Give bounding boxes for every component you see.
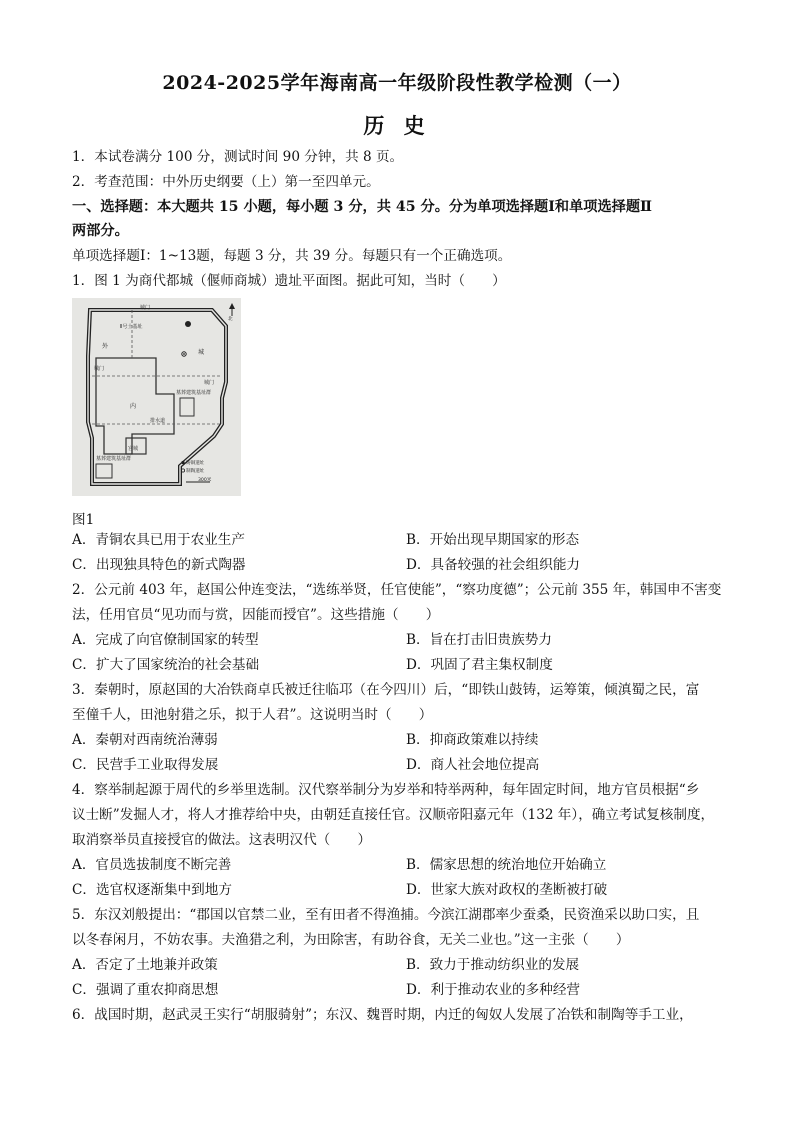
subject-title: 历 史 — [363, 113, 431, 138]
q3-stem-line1: 3．秦朝时，原赵国的大冶铁商卓氏被迁往临邛（在今四川）后，“即铁山鼓铸，运筹策，倾滇蜀之民，富 — [72, 682, 700, 698]
map-label-gate-right: 城门 — [204, 380, 215, 386]
map-legend-bronze: 铸铜遗址 — [186, 461, 205, 466]
map-label-inner: 内 — [130, 403, 137, 410]
q1-option-a[interactable]: A．青铜农具已用于农业生产 — [72, 532, 245, 548]
section-heading: 一、选择题：本大题共 15 小题，每小题 3 分，共 45 分。分为单项选择题Ⅰ和单项选择题Ⅱ — [72, 199, 652, 215]
map-label-city: 城 — [198, 349, 205, 356]
section-heading-cont: 两部分。 — [72, 223, 129, 239]
map-label-gate-top: 城门 — [140, 305, 151, 311]
q4-option-c[interactable]: C．选官权逐渐集中到地方 — [72, 882, 232, 898]
map-label-tomb-left: 墓葬建筑基址群 — [96, 456, 132, 462]
exam-title: 2024-2025学年海南高一年级阶段性教学检测（一） — [162, 72, 632, 94]
q4-option-a[interactable]: A．官员选拔制度不断完善 — [72, 857, 232, 873]
q2-stem-line1: 2．公元前 403 年，赵国公仲连变法，“选练举贤，任官使能”，“察功度德”；公元前 355 年，韩国申不害变 — [72, 582, 722, 598]
q5-option-c[interactable]: C．强调了重农抑商思想 — [72, 982, 219, 998]
figure-caption: 图1 — [72, 512, 95, 528]
city-map-figure — [72, 298, 241, 496]
map-label-gate-left: 城门 — [94, 366, 105, 372]
map-label-tomb-right: 墓葬建筑基址群 — [176, 390, 212, 396]
q2-stem-line2: 法，任用官员“见功而与赏，因能而授官”。这些措施（ ） — [72, 607, 440, 623]
q4-stem-line2: 议士断”发掘人才，将人才推荐给中央，由朝廷直接任官。汉顺帝阳嘉元年（132 年），确立考试复核制度， — [72, 807, 715, 823]
q2-option-d[interactable]: D．巩固了君主集权制度 — [406, 657, 553, 673]
map-label-drain: 排水道 — [150, 418, 166, 424]
q5-option-a[interactable]: A．否定了土地兼并政策 — [72, 957, 218, 973]
q4-option-b[interactable]: B．儒家思想的统治地位开始确立 — [406, 857, 607, 873]
map-label-palace: 宫城 — [128, 446, 139, 452]
q5-option-d[interactable]: D．利于推动农业的多种经营 — [406, 982, 581, 998]
q3-option-a[interactable]: A．秦朝对西南统治薄弱 — [72, 732, 218, 748]
q4-stem-line1: 4．察举制起源于周代的乡举里选制。汉代察举制分为岁举和特举两种，每年固定时间，地方官员根据“乡 — [72, 782, 700, 798]
q5-option-b[interactable]: B．致力于推动纺织业的发展 — [406, 957, 580, 973]
q1-stem: 1．图 1 为商代都城（偃师商城）遗址平面图。据此可知，当时（ ） — [72, 273, 506, 289]
q3-option-d[interactable]: D．商人社会地位提高 — [406, 757, 540, 773]
q2-option-c[interactable]: C．扩大了国家统治的社会基础 — [72, 657, 260, 673]
q2-option-b[interactable]: B．旨在打击旧贵族势力 — [406, 632, 552, 648]
note-2: 2．考查范围：中外历史纲要（上）第一至四单元。 — [72, 174, 380, 190]
q1-option-c[interactable]: C．出现独具特色的新式陶器 — [72, 557, 246, 573]
q3-option-b[interactable]: B．抑商政策难以持续 — [406, 732, 539, 748]
q2-option-a[interactable]: A．完成了向官僚制国家的转型 — [72, 632, 259, 648]
q1-option-d[interactable]: D．具备较强的社会组织能力 — [406, 557, 581, 573]
q5-stem-line2: 以冬春闲月，不妨农事。夫渔猎之利，为田除害，有助谷食，无关二业也。”这一主张（ ） — [72, 932, 630, 948]
q5-stem-line1: 5．东汉刘般提出：“郡国以官禁二业，至有田者不得渔捕。今滨江湖郡率少蚕桑，民资渔采以助口实，且 — [72, 907, 700, 923]
q4-stem-line3: 取消察举员直接授官的做法。这表明汉代（ ） — [72, 832, 372, 848]
q3-option-c[interactable]: C．民营手工业取得发展 — [72, 757, 219, 773]
q4-option-d[interactable]: D．世家大族对政权的垄断被打破 — [406, 882, 608, 898]
section-subheading: 单项选择题Ⅰ：1~13题，每题 3 分，共 39 分。每题只有一个正确选项。 — [72, 248, 512, 264]
q6-stem-line1: 6．战国时期，赵武灵王实行“胡服骑射”；东汉、魏晋时期，内迁的匈奴人发展了冶铁和制陶等手工业， — [72, 1007, 693, 1023]
map-north: 北 — [228, 317, 233, 322]
q3-stem-line2: 至僮千人，田池射猎之乐，拟于人君”。这说明当时（ ） — [72, 707, 433, 723]
city-plan-map — [72, 298, 241, 496]
note-1: 1．本试卷满分 100 分，测试时间 90 分钟，共 8 页。 — [72, 149, 404, 165]
map-label-outer: 外 — [102, 343, 109, 350]
map-scale: 300米 — [198, 478, 212, 483]
map-label-building: Ⅱ号土基址 — [120, 324, 143, 330]
map-legend-pottery: 制陶遗址 — [186, 469, 205, 474]
q1-option-b[interactable]: B．开始出现早期国家的形态 — [406, 532, 580, 548]
